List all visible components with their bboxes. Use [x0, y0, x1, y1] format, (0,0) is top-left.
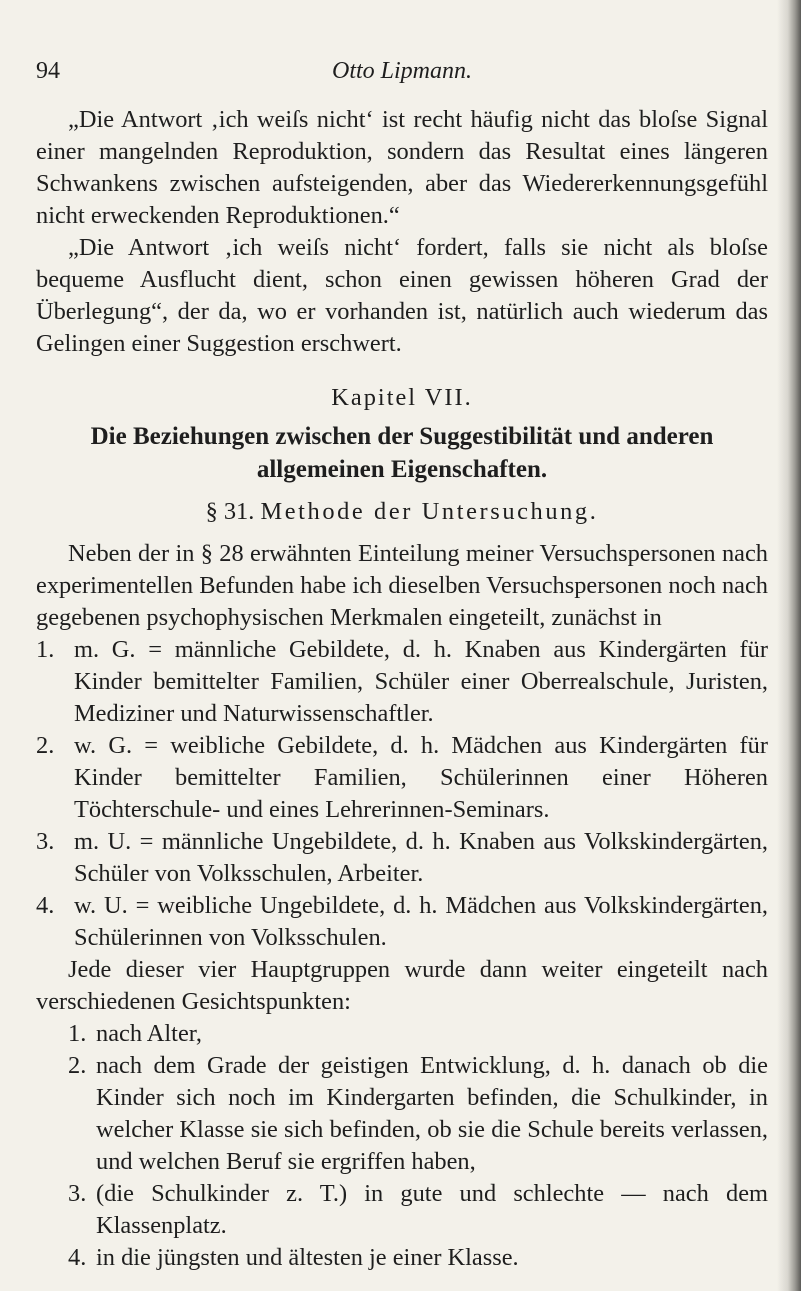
- page-number: 94: [36, 58, 60, 84]
- list-text: (die Schulkinder z. T.) in gute und schlechte — nach dem Klassenplatz.: [96, 1180, 768, 1239]
- criteria-list: [68, 1018, 768, 1274]
- list-number: 4.: [68, 1244, 87, 1271]
- group-list: [36, 634, 768, 954]
- chapter-title: [36, 420, 768, 486]
- list-number: 3.: [68, 1180, 87, 1207]
- chapter-title-line: Die Beziehungen zwischen der Suggestibilität und anderen: [90, 423, 714, 450]
- paragraph: „Die Antwort ‚ich weiſs nicht‘ fordert, falls sie nicht als bloſse bequeme Ausflucht dient, schon einen gewissen höheren Grad der Überlegung“, der da, wo er vorhanden ist, natürlich auch wiederum das Gelingen einer Suggestion erschwert.: [36, 234, 768, 357]
- page-edge-shadow: [777, 0, 801, 1291]
- list-number: 1.: [68, 1020, 87, 1047]
- list-item: [68, 1018, 768, 1050]
- list-text: w. U. = weibliche Ungebildete, d. h. Mädchen aus Volkskindergärten, Schülerinnen von Volksschulen.: [74, 892, 768, 951]
- list-number: 4.: [36, 892, 55, 919]
- list-text: nach dem Grade der geistigen Entwicklung, d. h. danach ob die Kinder sich noch im Kindergarten befinden, die Schulkinder, in welcher Klasse sie sich befinden, ob sie die Schule bereits verlassen, und welchen Beruf sie ergriffen haben,: [96, 1052, 768, 1175]
- body-text: [36, 104, 768, 1274]
- list-item: [36, 826, 768, 890]
- section-heading: [36, 496, 768, 528]
- chapter-title-line: allgemeinen Eigenschaften.: [256, 456, 548, 483]
- running-head: [36, 58, 768, 90]
- section-number: § 31.: [205, 498, 255, 525]
- paragraph: Jede dieser vier Hauptgruppen wurde dann weiter eingeteilt nach verschiedenen Gesichtspunkten:: [36, 956, 768, 1015]
- list-number: 1.: [36, 636, 55, 663]
- list-text: nach Alter,: [96, 1020, 203, 1047]
- book-page: [36, 58, 768, 1274]
- list-number: 3.: [36, 828, 55, 855]
- list-number: 2.: [36, 732, 55, 759]
- list-number: 2.: [68, 1052, 87, 1079]
- list-item: [68, 1242, 768, 1274]
- list-item: [36, 890, 768, 954]
- list-text: m. G. = männliche Gebildete, d. h. Knaben aus Kindergärten für Kinder bemittelter Familien, Schüler einer Oberrealschule, Juristen, Mediziner und Naturwissenschaftler.: [74, 636, 768, 727]
- section-title: Methode der Untersuchung.: [260, 498, 599, 525]
- list-text: m. U. = männliche Ungebildete, d. h. Knaben aus Volkskindergärten, Schüler von Volksschulen, Arbeiter.: [74, 828, 768, 887]
- paragraph: Neben der in § 28 erwähnten Einteilung meiner Versuchspersonen nach experimentellen Befunden habe ich dieselben Versuchspersonen noch nach gegebenen psychophysischen Merkmalen eingeteilt, zunächst in: [36, 540, 768, 631]
- list-item: [36, 634, 768, 730]
- chapter-label: Kapitel VII.: [331, 384, 473, 411]
- list-item: [68, 1178, 768, 1242]
- list-item: [36, 730, 768, 826]
- list-text: in die jüngsten und ältesten je einer Klasse.: [96, 1244, 519, 1271]
- list-item: [68, 1050, 768, 1178]
- paragraph: „Die Antwort ‚ich weiſs nicht‘ ist recht häufig nicht das bloſse Signal einer mangelnden Reproduktion, sondern das Resultat eines längeren Schwankens zwischen aufsteigenden, aber das Wiedererkennungsgefühl nicht erweckenden Reproduktionen.“: [36, 106, 768, 229]
- running-title: Otto Lipmann.: [331, 58, 472, 84]
- list-text: w. G. = weibliche Gebildete, d. h. Mädchen aus Kindergärten für Kinder bemittelter Familien, Schülerinnen einer Höheren Töchterschule- und eines Lehrerinnen-Seminars.: [74, 732, 768, 823]
